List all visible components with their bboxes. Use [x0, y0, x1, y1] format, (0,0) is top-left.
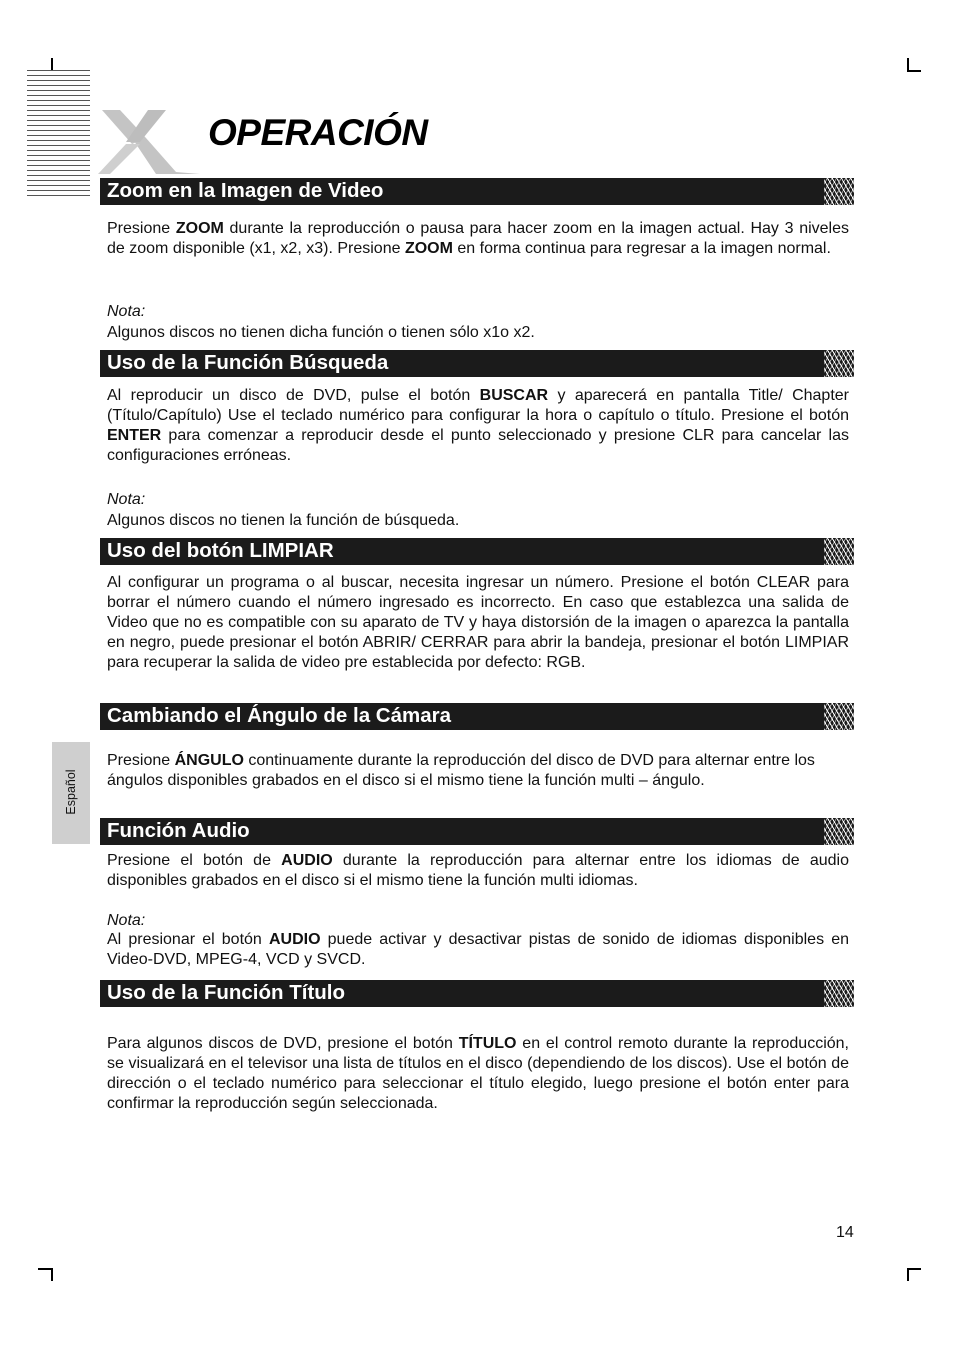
bold-keyword: ENTER	[107, 427, 162, 444]
section-heading: Uso del botón LIMPIAR	[107, 539, 334, 562]
section-heading: Uso de la Función Título	[107, 981, 346, 1004]
note-text: Algunos discos no tienen la función de búsqueda.	[107, 512, 460, 529]
logo-stripes	[27, 70, 90, 200]
note-text: Algunos discos no tienen dicha función o tienen sólo x1o x2.	[107, 324, 535, 341]
section-heading: Función Audio	[107, 819, 250, 842]
bold-keyword: BUSCAR	[479, 387, 549, 404]
bold-keyword: ÁNGULO	[174, 752, 244, 769]
crop-mark-bottom-left	[38, 1268, 52, 1270]
x-logo-icon	[96, 108, 200, 176]
section-body: Presione ÁNGULO continuamente durante la reproducción del disco de DVD para alternar entre los ángulos disponibles grabados en el disco si el mismo tiene la función multi – ángulo.	[107, 752, 815, 789]
hatch-decoration	[824, 178, 854, 205]
bold-keyword: ZOOM	[175, 220, 224, 237]
section-heading: Uso de la Función Búsqueda	[107, 351, 389, 374]
hatch-decoration	[824, 818, 854, 845]
section-header-angulo	[100, 703, 854, 730]
note-label: Nota:	[107, 491, 146, 508]
page-number: 14	[836, 1224, 854, 1241]
crop-mark-bottom-left	[51, 1268, 53, 1281]
section-header-busqueda	[100, 350, 854, 377]
note-text: Al presionar el botón AUDIO puede activar y desactivar pistas de sonido de idiomas disponibles en Video-DVD, MPEG-4, VCD y SVCD.	[107, 931, 850, 968]
note-label: Nota:	[107, 303, 146, 320]
note-label: Nota:	[107, 912, 146, 929]
hatch-decoration	[824, 703, 854, 730]
section-body: Presione ZOOM durante la reproducción o pausa para hacer zoom en la imagen actual. Hay 3 niveles de zoom disponible (x1, x2, x3). Presione ZOOM en forma continua para regresar a la imagen normal.	[107, 220, 850, 257]
language-side-tab	[52, 742, 90, 844]
language-label: Español	[64, 769, 78, 815]
crop-mark-bottom-right	[907, 1268, 909, 1281]
section-body: Presione el botón de AUDIO durante la reproducción para alternar entre los idiomas de audio disponibles grabados en el disco si el mismo tiene la función multi idiomas.	[107, 852, 849, 889]
bold-keyword: ZOOM	[404, 240, 453, 257]
section-header-audio	[100, 818, 854, 845]
page-title: OPERACIÓN	[208, 112, 428, 153]
section-body: Al configurar un programa o al buscar, necesita ingresar un número. Presione el botón CLEAR para borrar el número cuando el número ingresado es incorrecto. En caso que establezca una salida de Video que no es compatible con su aparato de TV y haya distorsión de la imagen o aparezca la pantalla en negro, puede presionar el botón ABRIR/ CERRAR para abrir la bandeja, presionar el botón LIMPIAR para recuperar la salida de video pre establecida por defecto: RGB.	[107, 574, 849, 671]
hatch-decoration	[824, 350, 854, 377]
section-heading: Cambiando el Ángulo de la Cámara	[107, 704, 452, 727]
section-body: Para algunos discos de DVD, presione el botón TÍTULO en el control remoto durante la reproducción, se visualizará en el televisor una lista de títulos en el disco (dependiendo de los discos). Use el botón de dirección o el teclado numérico para seleccionar el título elegido, luego presione el botón enter para confirmar la reproducción según seleccionada.	[107, 1035, 849, 1112]
section-body: Al reproducir un disco de DVD, pulse el botón BUSCAR y aparecerá en pantalla Title/ Chapter (Título/Capítulo) Use el teclado numérico para configurar la hora o capítulo o título. Presione el botón ENTER para comenzar a reproducir desde el punto seleccionado y presione CLR para cancelar las configuraciones erróneas.	[107, 387, 849, 464]
section-header-limpiar	[100, 538, 854, 565]
crop-mark-bottom-right	[907, 1268, 921, 1270]
section-header-zoom	[100, 178, 854, 205]
section-header-titulo	[100, 980, 854, 1007]
bold-keyword: AUDIO	[281, 852, 333, 869]
bold-keyword: TÍTULO	[458, 1035, 517, 1052]
hatch-decoration	[824, 538, 854, 565]
crop-mark-top-right	[907, 70, 921, 72]
section-heading: Zoom en la Imagen de Video	[107, 179, 384, 202]
hatch-decoration	[824, 980, 854, 1007]
bold-keyword: AUDIO	[268, 931, 321, 948]
